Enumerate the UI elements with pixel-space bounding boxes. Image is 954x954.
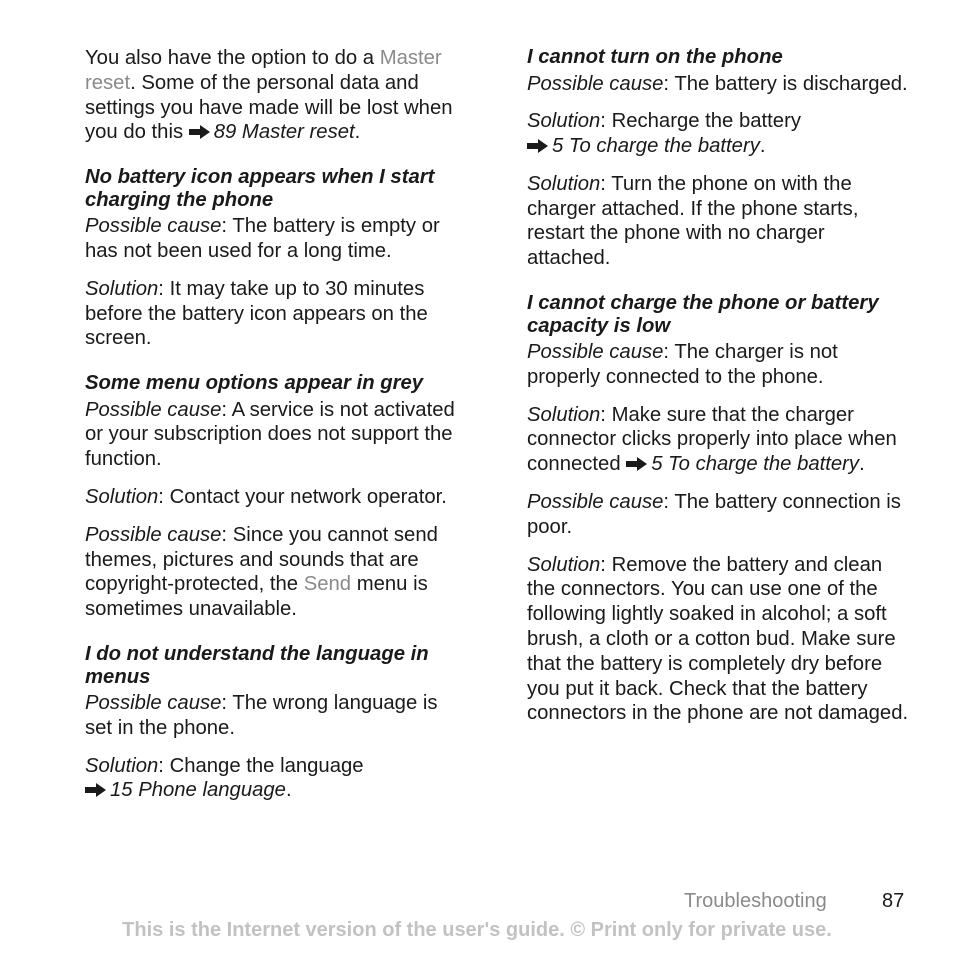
reference-link[interactable]: 89 Master reset (213, 121, 355, 144)
solution-paragraph: Solution: Change the language 15 Phone language. (85, 754, 364, 802)
solution-paragraph: Solution: Turn the phone on with the charger attached. If the phone starts, restart the phone with no charger attached. (527, 172, 859, 270)
solution-paragraph: Solution: Recharge the battery 5 To charge the battery. (527, 110, 801, 158)
solution-paragraph: Solution: Make sure that the charger connector clicks properly into place when connected 5 To charge the battery. (527, 403, 897, 476)
solution-paragraph: Solution: Remove the battery and clean the connectors. You can use one of the following lightly soaked in alcohol; a soft brush, a cloth or a cotton bud. Make sure that the battery is completely dry before you put it back. Check that the battery connectors in the phone are not damaged. (527, 553, 909, 725)
cause-paragraph: Possible cause: The battery is discharged. (527, 72, 908, 95)
left-column (85, 46, 467, 816)
master-reset-menu-item: Master reset (85, 47, 442, 94)
arrow-right-icon (527, 139, 548, 153)
section-heading: I cannot turn on the phone (527, 46, 783, 68)
solution-paragraph: Solution: Contact your network operator. (85, 486, 447, 509)
footer-section-title: Troubleshooting (684, 890, 827, 912)
right-column (527, 46, 912, 739)
section-heading: No battery icon appears when I start charging the phone (85, 166, 435, 211)
cause-paragraph: Possible cause: A service is not activated or your subscription does not support the function. (85, 398, 455, 471)
send-menu-item: Send (303, 573, 352, 596)
intro-paragraph: You also have the option to do a Master reset. Some of the personal data and settings you have made will be lost when you do this 89 Master reset. (85, 47, 453, 144)
arrow-right-icon (626, 457, 647, 471)
section-heading: I cannot charge the phone or battery capacity is low (527, 292, 879, 337)
cause-paragraph: Possible cause: The wrong language is set in the phone. (85, 692, 438, 739)
section-heading: I do not understand the language in menus (85, 643, 429, 688)
arrow-right-icon (85, 783, 106, 797)
arrow-right-icon (189, 125, 210, 139)
solution-paragraph: Solution: It may take up to 30 minutes before the battery icon appears on the screen. (85, 277, 428, 350)
section-heading: Some menu options appear in grey (85, 372, 424, 395)
reference-link[interactable]: 5 To charge the battery (552, 135, 760, 158)
reference-link[interactable]: 5 To charge the battery (651, 453, 860, 476)
cause-paragraph: Possible cause: Since you cannot send themes, pictures and sounds that are copyright-protected, the Send menu is sometimes unavailable. (85, 523, 438, 621)
cause-paragraph: Possible cause: The battery connection is poor. (527, 491, 901, 538)
cause-paragraph: Possible cause: The battery is empty or has not been used for a long time. (85, 215, 440, 262)
footer-disclaimer: This is the Internet version of the user's guide. © Print only for private use. (122, 919, 832, 941)
cause-paragraph: Possible cause: The charger is not properly connected to the phone. (527, 341, 838, 388)
page-number: 87 (882, 890, 905, 912)
reference-link[interactable]: 15 Phone language (110, 779, 286, 802)
